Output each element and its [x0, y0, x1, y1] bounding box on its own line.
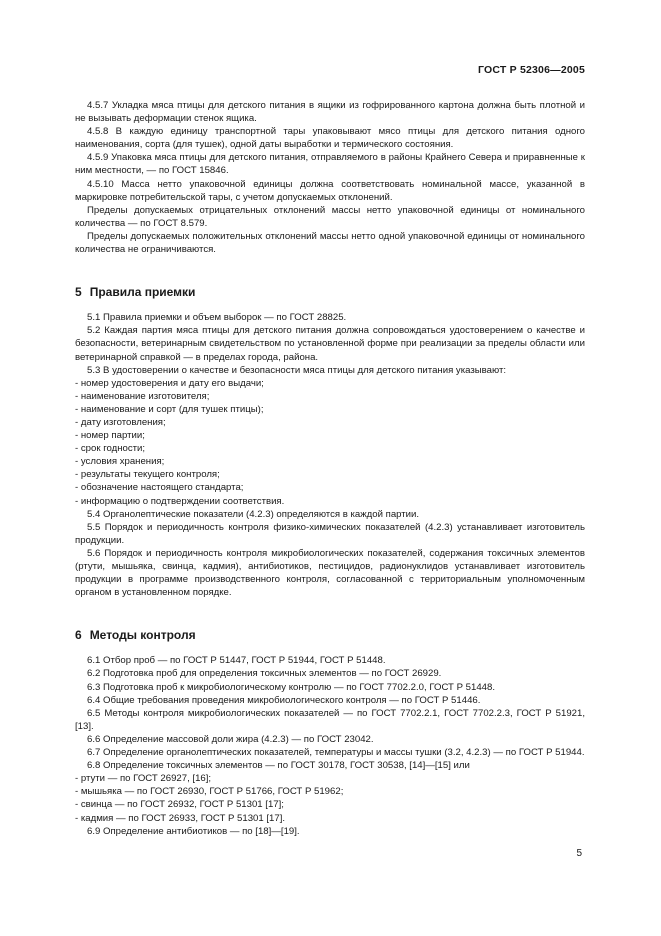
- paragraph: 5.5 Порядок и периодичность контроля физико-химических показателей (4.2.3) устанавливает изготовитель продукции.: [75, 521, 585, 546]
- section-6-body: [75, 654, 585, 837]
- paragraph: 6.2 Подготовка проб для определения токсичных элементов — по ГОСТ 26929.: [87, 668, 442, 680]
- paragraph: 4.5.7 Укладка мяса птицы для детского питания в ящики из гофрированного картона должна быть плотной и не вызывать деформации стенок ящика.: [75, 100, 585, 125]
- list-item: - дату изготовления;: [75, 416, 166, 428]
- section-title: Методы контроля: [89, 628, 196, 643]
- list-item: - наименование и сорт (для тушек птицы);: [75, 403, 264, 415]
- list-item: - номер удостоверения и дату его выдачи;: [75, 377, 264, 389]
- list-item: - информацию о подтверждении соответствия.: [75, 495, 285, 507]
- list-item: - ртути — по ГОСТ 26927, [16];: [75, 773, 212, 785]
- section-heading: [75, 286, 585, 299]
- paragraph: 6.8 Определение токсичных элементов — по ГОСТ 30178, ГОСТ 30538, [14]—[15] или: [87, 760, 470, 772]
- document-header: ГОСТ Р 52306—2005: [477, 64, 585, 76]
- paragraph: 6.4 Общие требования проведения микробиологического контроля — по ГОСТ Р 51446.: [87, 694, 481, 706]
- paragraph: 5.1 Правила приемки и объем выборок — по ГОСТ 28825.: [87, 312, 347, 324]
- paragraph: 6.7 Определение органолептических показателей, температуры и массы тушки (3.2, 4.2.3) — по ГОСТ Р 51944.: [87, 747, 585, 759]
- paragraph: 5.4 Органолептические показатели (4.2.3) определяются в каждой партии.: [87, 508, 420, 520]
- list-item: - обозначение настоящего стандарта;: [75, 482, 244, 494]
- list-item: - наименование изготовителя;: [75, 390, 210, 402]
- paragraph: 4.5.10 Масса нетто упаковочной единицы должна соответствовать номинальной массе, указанной в маркировке потребительской тары, с учетом допускаемых отклонений.: [75, 178, 585, 203]
- paragraph: 6.9 Определение антибиотиков — по [18]—[19].: [87, 825, 300, 837]
- intro-block: [75, 99, 585, 256]
- paragraph: 5.6 Порядок и периодичность контроля микробиологических показателей, содержания токсичных элементов (ртути, мышьяка, свинца, кадмия), антибиотиков, пестицидов, радионуклидов устанавливает изготовитель продукции в программе производственного контроля, согласованной с территориальным уполномоченным органом в установленном порядке.: [75, 547, 585, 599]
- list-item: - номер партии;: [75, 430, 145, 442]
- list-item: - условия хранения;: [75, 456, 165, 468]
- paragraph: 6.5 Методы контроля микробиологических показателей — по ГОСТ 7702.2.1, ГОСТ 7702.2.3, ГОСТ Р 51921, [13].: [75, 707, 585, 732]
- paragraph: 4.5.9 Упаковка мяса птицы для детского питания, отправляемого в районы Крайнего Севера и приравненные к ним местности, — по ГОСТ 15846.: [75, 152, 585, 177]
- section-number: 5: [75, 285, 82, 300]
- paragraph: 4.5.8 В каждую единицу транспортной тары упаковывают мясо птицы для детского питания одного наименования, сорта (для тушек), одной даты выработки и термического состояния.: [75, 126, 585, 151]
- list-item: - результаты текущего контроля;: [75, 469, 220, 481]
- page-number: 5: [576, 848, 582, 859]
- section-number: 6: [75, 628, 82, 643]
- paragraph: 5.3 В удостоверении о качестве и безопасности мяса птицы для детского питания указывают:: [87, 364, 507, 376]
- paragraph: 6.1 Отбор проб — по ГОСТ Р 51447, ГОСТ Р 51944, ГОСТ Р 51448.: [87, 655, 386, 667]
- list-item: - срок годности;: [75, 443, 146, 455]
- section-5-body: [75, 311, 585, 599]
- section-title: Правила приемки: [89, 285, 196, 300]
- list-item: - мышьяка — по ГОСТ 26930, ГОСТ Р 51766, ГОСТ Р 51962;: [75, 786, 344, 798]
- list-item: - кадмия — по ГОСТ 26933, ГОСТ Р 51301 [17].: [75, 812, 286, 824]
- paragraph: 6.3 Подготовка проб к микробиологическому контролю — по ГОСТ 7702.2.0, ГОСТ Р 51448.: [87, 681, 495, 693]
- list-item: - свинца — по ГОСТ 26932, ГОСТ Р 51301 [17];: [75, 799, 284, 811]
- document-body: [75, 99, 585, 838]
- paragraph: Пределы допускаемых отрицательных отклонений массы нетто упаковочной единицы от номинального количества — по ГОСТ 8.579.: [75, 204, 585, 229]
- paragraph: 5.2 Каждая партия мяса птицы для детского питания должна сопровождаться удостоверением о качестве и безопасности, ветеринарным свидетельством по установленной форме при реализации за пределы области или ветеринарной справкой — в пределах города, района.: [75, 325, 585, 363]
- paragraph: Пределы допускаемых положительных отклонений массы нетто одной упаковочной единицы от номинального количества не ограничиваются.: [75, 230, 585, 256]
- section-heading: [75, 629, 585, 642]
- paragraph: 6.6 Определение массовой доли жира (4.2.3) — по ГОСТ 23042.: [87, 733, 374, 745]
